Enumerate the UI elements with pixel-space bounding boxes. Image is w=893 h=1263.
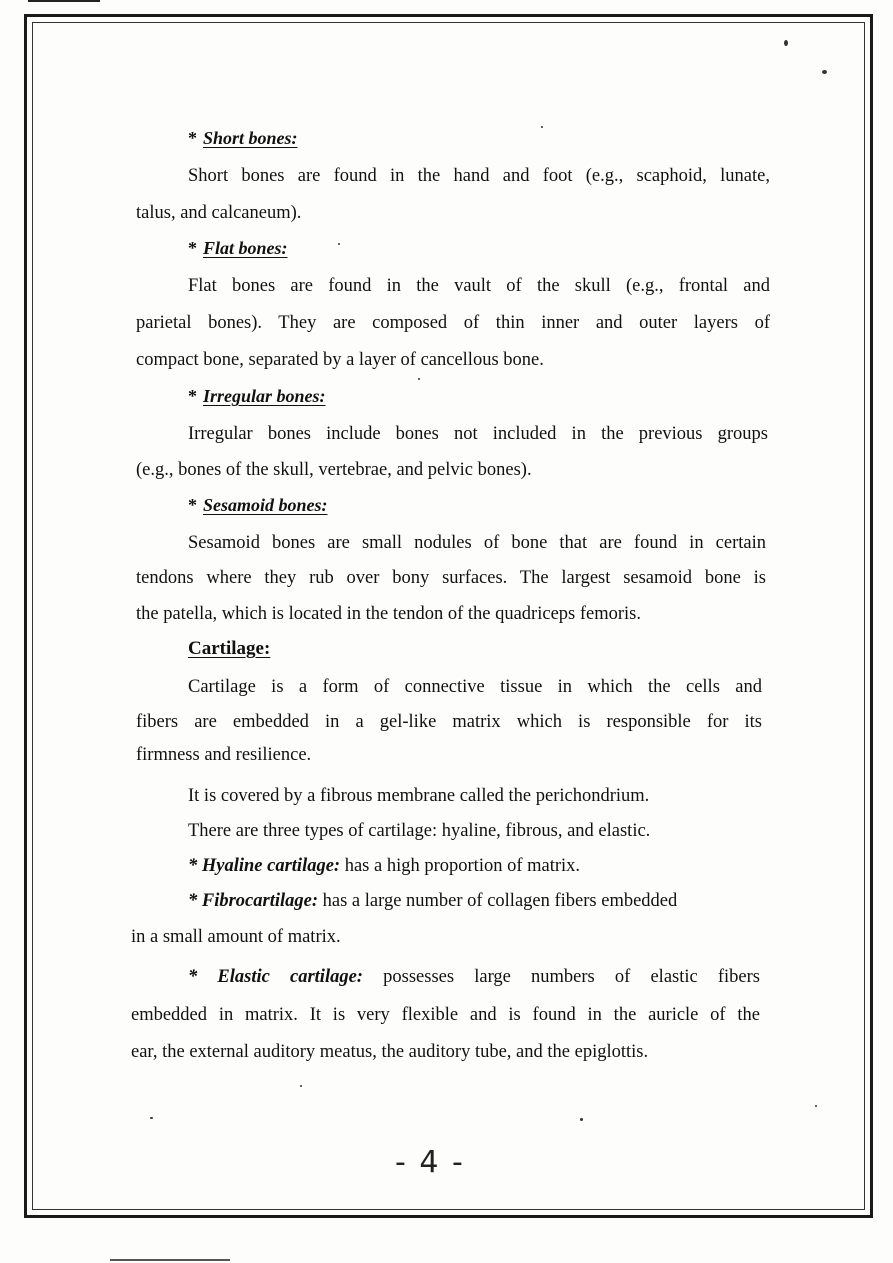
hyaline-cartilage-line: * Hyaline cartilage: has a high proportion of matrix.: [188, 856, 581, 876]
heading-irregular-bones: * Irregular bones:: [188, 386, 326, 406]
paragraph-line: ear, the external auditory meatus, the auditory tube, and the epiglottis.: [131, 1042, 649, 1062]
term-hyaline-cartilage: Hyaline cartilage:: [201, 856, 341, 876]
paragraph-line: (e.g., bones of the skull, vertebrae, and pelvic bones).: [136, 460, 532, 480]
paragraph-line: firmness and resilience.: [136, 745, 312, 765]
paragraph-line: It is covered by a fibrous membrane called the perichondrium.: [188, 786, 650, 806]
paragraph-line: Short bones are found in the hand and foot (e.g., scaphoid, lunate,: [188, 166, 770, 186]
page-number: - 4 -: [395, 1145, 465, 1180]
paragraph-line: There are three types of cartilage: hyaline, fibrous, and elastic.: [188, 821, 651, 841]
term-fibrocartilage: Fibrocartilage:: [201, 891, 319, 911]
paragraph-line: in a small amount of matrix.: [131, 927, 341, 947]
fibrocartilage-line: * Fibrocartilage: has a large number of collagen fibers embedded: [188, 891, 678, 911]
term-elastic-cartilage: Elastic cartilage:: [217, 967, 363, 987]
heading-cartilage: Cartilage:: [188, 638, 271, 659]
paragraph-line: tendons where they rub over bony surfaces. The largest sesamoid bone is: [136, 568, 766, 588]
paragraph-line: embedded in matrix. It is very flexible and is found in the auricle of the: [131, 1005, 760, 1025]
paragraph-line: the patella, which is located in the tendon of the quadriceps femoris.: [136, 604, 641, 624]
paragraph-line: Sesamoid bones are small nodules of bone that are found in certain: [188, 533, 766, 553]
heading-short-bones: * Short bones:: [188, 128, 298, 148]
paragraph-line: Flat bones are found in the vault of the skull (e.g., frontal and: [188, 276, 770, 296]
paragraph-line: fibers are embedded in a gel-like matrix which is responsible for its: [136, 712, 762, 732]
elastic-cartilage-line: * Elastic cartilage: possesses large numbers of elastic fibers: [188, 967, 761, 987]
heading-flat-bones: * Flat bones:: [188, 238, 288, 258]
paragraph-line: Cartilage is a form of connective tissue in which the cells and: [188, 677, 762, 697]
paragraph-line: Irregular bones include bones not included in the previous groups: [188, 424, 768, 444]
paragraph-line: parietal bones). They are composed of thin inner and outer layers of: [136, 313, 770, 333]
heading-sesamoid-bones: * Sesamoid bones:: [188, 495, 328, 515]
paragraph-line: compact bone, separated by a layer of cancellous bone.: [136, 350, 544, 370]
scan-edge-line: [110, 1259, 230, 1261]
paragraph-line: talus, and calcaneum).: [136, 203, 302, 223]
